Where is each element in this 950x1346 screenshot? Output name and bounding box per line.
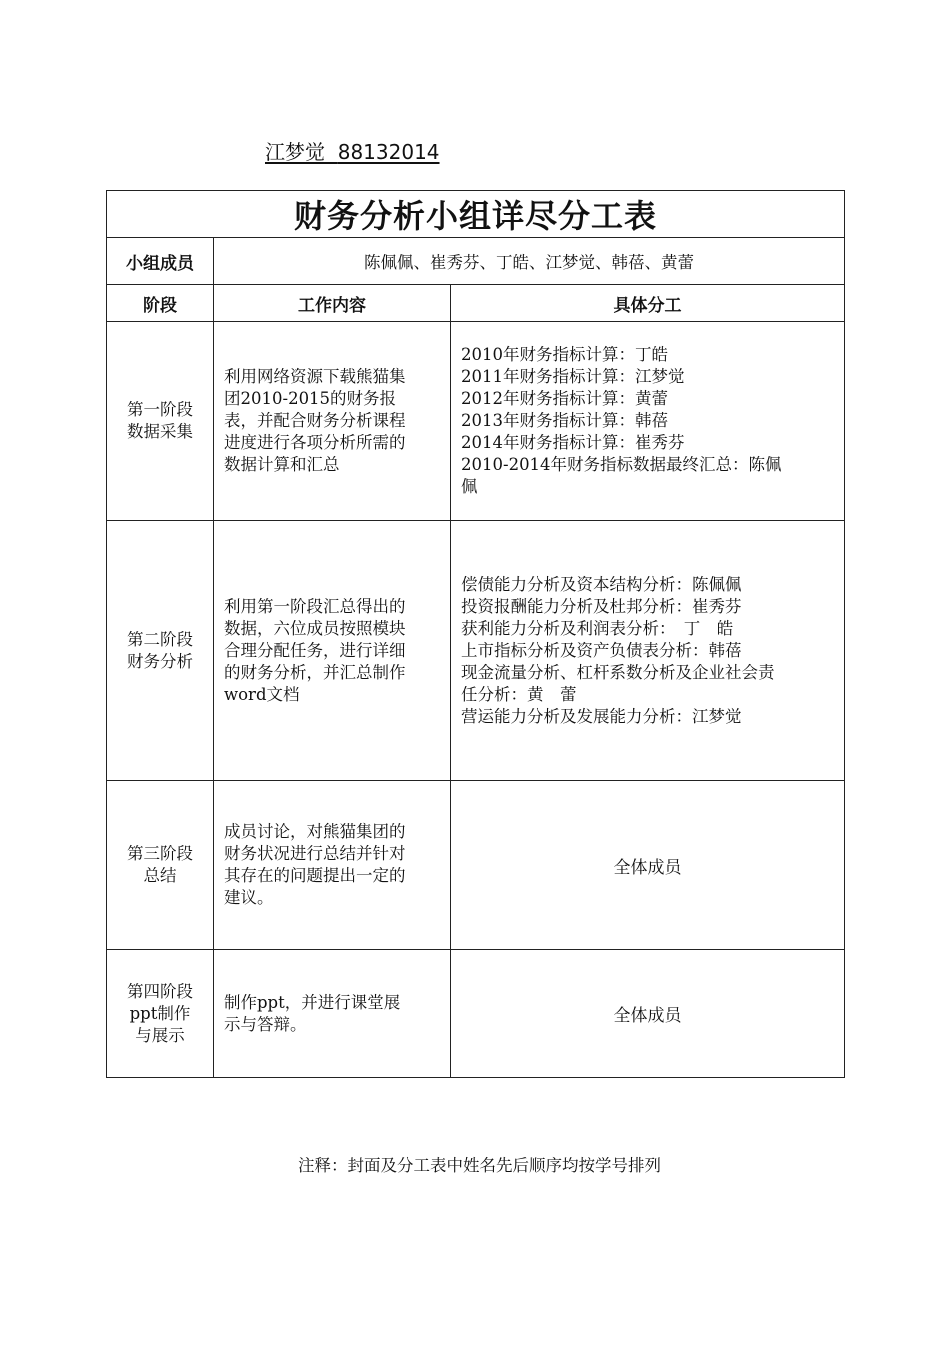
table-row — [107, 322, 845, 521]
stage-cell: 第二阶段 财务分析 — [107, 521, 214, 781]
detail-cell-all-members: 全体成员 — [451, 781, 845, 950]
table-row — [107, 521, 845, 781]
author-header — [265, 136, 440, 165]
header-content: 工作内容 — [214, 285, 451, 322]
table-row — [107, 950, 845, 1078]
members-list: 陈佩佩、崔秀芬、丁皓、江梦觉、韩蓓、黄蕾 — [214, 238, 845, 285]
content-cell: 制作ppt，并进行课堂展 示与答辩。 — [214, 950, 451, 1078]
detail-cell: 2010年财务指标计算：丁皓 2011年财务指标计算：江梦觉 2012年财务指标计算：黄蕾 2013年财务指标计算：韩蓓 2014年财务指标计算：崔秀芬 2010-2014年财务指标数据最终汇总：陈佩 佩 — [451, 322, 845, 521]
stage-cell: 第一阶段 数据采集 — [107, 322, 214, 521]
author-name: 江梦觉 — [265, 140, 325, 164]
stage-cell: 第四阶段 ppt制作 与展示 — [107, 950, 214, 1078]
table-row — [107, 781, 845, 950]
header-detail: 具体分工 — [451, 285, 845, 322]
footnote: 注释：封面及分工表中姓名先后顺序均按学号排列 — [298, 1156, 661, 1175]
content-cell: 利用网络资源下载熊猫集 团2010-2015的财务报 表，并配合财务分析课程 进度进行各项分析所需的 数据计算和汇总 — [214, 322, 451, 521]
table-title: 财务分析小组详尽分工表 — [107, 191, 845, 238]
detail-cell-all-members: 全体成员 — [451, 950, 845, 1078]
header-stage: 阶段 — [107, 285, 214, 322]
content-cell: 成员讨论，对熊猫集团的 财务状况进行总结并针对 其存在的问题提出一定的 建议。 — [214, 781, 451, 950]
author-id: 88132014 — [337, 140, 440, 164]
content-cell: 利用第一阶段汇总得出的 数据，六位成员按照模块 合理分配任务，进行详细 的财务分析，并汇总制作 word文档 — [214, 521, 451, 781]
detail-cell: 偿债能力分析及资本结构分析：陈佩佩 投资报酬能力分析及杜邦分析：崔秀芬 获利能力分析及利润表分析： 丁 皓 上市指标分析及资产负债表分析：韩蓓 现金流量分析、杠杆系数分析及企业社会责 任分析：黄 蕾 营运能力分析及发展能力分析：江梦觉 — [451, 521, 845, 781]
stage-cell: 第三阶段 总结 — [107, 781, 214, 950]
members-label: 小组成员 — [107, 238, 214, 285]
division-of-labor-table — [106, 190, 845, 1078]
